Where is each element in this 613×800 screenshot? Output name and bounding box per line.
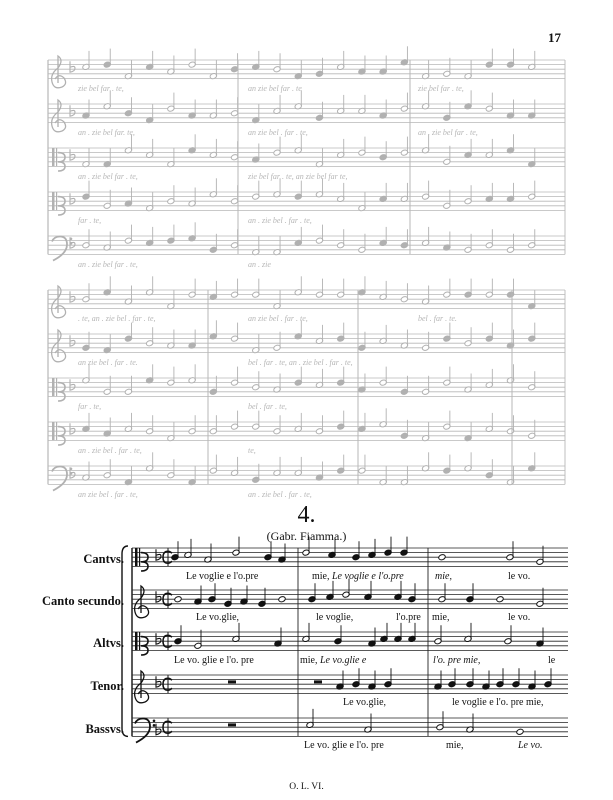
voice-name-cantus: Cantvs. — [83, 552, 124, 566]
c-clef-icon — [135, 548, 138, 566]
voice-name-altus: Altvs. — [93, 636, 124, 650]
flat-sign-icon — [156, 549, 161, 560]
previous-lyric-s2-9: an . zie bel . far . te, — [248, 490, 312, 499]
lyric-cantus-c: Le voglie e l'o.pre — [332, 571, 404, 582]
voice-name-tenor: Tenor. — [90, 679, 124, 693]
previous-lyric-s2-8: te, — [248, 446, 256, 455]
page-number: 17 — [548, 30, 561, 45]
voice-name-bassus: Bassvs. — [85, 722, 124, 736]
previous-lyric-s1-6: an zie bel . far . te, — [248, 128, 308, 137]
previous-lyric-s1-10: zie bel far . te, — [418, 84, 464, 93]
previous-lyric-s1-5: an zie bel far . te — [248, 84, 302, 93]
lyric-altus-a: Le vo. glie e l'o. pre — [174, 655, 254, 666]
lyric-altus-c: Le vo.glie e — [320, 655, 367, 666]
previous-lyric-s2-0: . te, an . zie bel . far . te, — [78, 314, 156, 323]
previous-lyric-s1-0: zie bel far . te, — [78, 84, 124, 93]
note-head — [278, 596, 286, 603]
lyric-cantus-d: mie, — [435, 571, 452, 582]
system-brace — [122, 546, 128, 736]
previous-lyric-s1-11: an . zie bel far . te, — [418, 128, 478, 137]
previous-lyric-s2-7: bel . far . te, — [248, 402, 287, 411]
lyric-tenor-b: le voglie e l'o. pre mie, — [452, 697, 544, 708]
previous-lyric-s2-2: far . te, — [78, 402, 102, 411]
note-head — [516, 728, 524, 735]
c-clef-icon — [135, 632, 138, 650]
piece-attribution: (Gabr. Fiamma.) — [266, 529, 347, 543]
previous-lyric-s1-7: zie bel far . te, an zie bel far te, — [248, 172, 348, 181]
lyric-bassus-a: Le vo. glie e l'o. pre — [304, 740, 384, 751]
flat-sign-icon — [156, 676, 161, 687]
rest-icon — [314, 680, 322, 683]
previous-lyric-s2-10: bel . far . te. — [418, 314, 457, 323]
previous-lyric-s1-4: an . zie bel far . te, — [78, 260, 138, 269]
previous-lyric-s2-3: an . zie bel . far . te, — [78, 446, 142, 455]
bass-clef-icon — [153, 719, 156, 722]
lyric-tenor-a: Le vo.glie, — [343, 697, 387, 708]
previous-lyric-s1-3: far . te, — [78, 216, 102, 225]
note-head — [438, 554, 446, 561]
lyric-bassus-c: Le vo. — [518, 740, 543, 751]
lyric-canto-secundo-b: le voglie, — [316, 612, 354, 623]
c-clef-icon — [139, 548, 140, 566]
previous-lyric-s1-1: an . zie bel far. te, — [78, 128, 135, 137]
note-head — [174, 596, 182, 603]
lyric-canto-secundo-d: mie, — [432, 612, 450, 623]
lyric-altus-b: mie, — [300, 655, 318, 666]
previous-lyric-s2-1: an zie bel . far . te. — [78, 358, 138, 367]
rest-icon — [228, 680, 236, 683]
previous-lyric-s2-5: an zie bel . far . te, — [248, 314, 308, 323]
flat-sign-icon — [156, 633, 161, 644]
bass-clef-icon — [135, 719, 150, 743]
flat-sign-icon — [156, 724, 161, 735]
lyric-canto-secundo-c: l'o.pre — [396, 612, 421, 623]
previous-lyric-s1-2: an . zie bel far . te, — [78, 172, 138, 181]
voice-name-canto-secundo: Canto secundo. — [42, 594, 124, 608]
lyric-altus-d: l'o. pre mie, — [433, 655, 481, 666]
lyric-canto-secundo-e: le vo. — [508, 612, 531, 623]
lyric-altus-e: le — [548, 655, 556, 666]
footer-signature: O. L. VI. — [289, 782, 324, 792]
lyric-bassus-b: mie, — [446, 740, 464, 751]
piece-number: 4. — [297, 502, 316, 528]
lyric-canto-secundo-a: Le vo.glie, — [196, 612, 240, 623]
treble-clef-icon — [135, 586, 149, 618]
previous-lyric-s2-4: an zie bel . far . te, — [78, 490, 138, 499]
previous-lyric-s1-8: an . zie bel . far . te, — [248, 216, 312, 225]
previous-lyric-s2-6: bel . far . te, an . zie bel . far . te, — [248, 358, 353, 367]
previous-lyric-s1-9: an . zie — [248, 260, 271, 269]
note-head — [496, 596, 504, 603]
c-clef-icon — [139, 632, 140, 650]
lyric-cantus-e: le vo. — [508, 571, 531, 582]
treble-clef-icon — [135, 671, 149, 703]
bass-clef-icon — [153, 724, 156, 727]
rest-icon — [228, 723, 236, 726]
flat-sign-icon — [156, 591, 161, 602]
lyric-cantus-b: mie, — [312, 571, 330, 582]
lyric-cantus-a: Le voglie e l'o.pre — [186, 571, 259, 582]
